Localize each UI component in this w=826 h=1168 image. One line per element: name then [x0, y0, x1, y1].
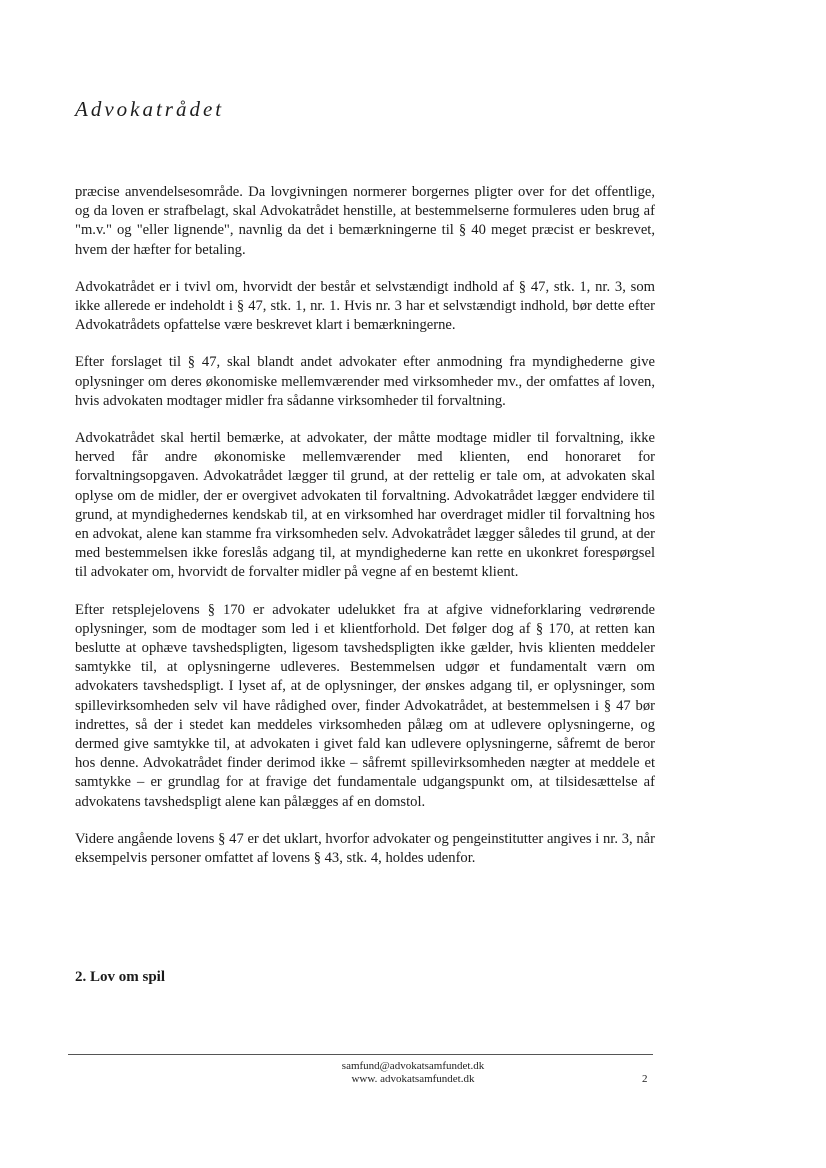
footer-email: samfund@advokatsamfundet.dk: [341, 1060, 485, 1072]
footer-divider: [68, 1054, 653, 1055]
paragraph-3: Efter forslaget til § 47, skal blandt andet advokater efter anmodning fra myndighederne give oplysninger om deres økonomiske mellemværender med virksomheder mv., der omfattes af loven, hvis advokaten modtager midler fra sådanne virksomheder til forvaltning.: [75, 354, 655, 409]
section-heading: 2. Lov om spil: [75, 969, 166, 985]
page-number: 2: [642, 1073, 648, 1085]
paragraph-4: Advokatrådet skal hertil bemærke, at advokater, der måtte modtage midler til forvaltning, ikke herved får andre økonomiske mellemværender med klienten, end honoraret for forvaltningsopgaven. Advokatrådet lægger til grund, at der rettelig er tale om, at advokaten skal oplyse om de midler, der er overgivet advokaten til forvaltning. Advokatrådet lægger endvidere til grund, at myndighedernes kendskab til, at en virksomhed har overdraget midler til forvaltning hos en advokat, alene kan stamme fra virksomheden selv. Advokatrådet lægger således til grund, at der med bestemmelsen ikke foreslås adgang til, at myndighederne kan rette en ukonkret forespørgsel til advokater om, hvorvidt de forvalter midler på vegne af en bestemt klient.: [75, 430, 655, 581]
paragraph-6: Videre angående lovens § 47 er det uklart, hvorfor advokater og pengeinstitutter angives i nr. 3, når eksempelvis personer omfattet af lovens § 43, stk. 4, holdes udenfor.: [75, 830, 655, 867]
paragraph-2: Advokatrådet er i tvivl om, hvorvidt der består et selvstændigt indhold af § 47, stk. 1, nr. 3, som ikke allerede er indeholdt i § 47, stk. 1, nr. 1. Hvis nr. 3 har et selvstændigt indhold, bør dette efter Advokatrådets opfattelse være beskrevet klart i bemærkningerne.: [75, 278, 655, 334]
footer-website: www. advokatsamfundet.dk: [351, 1073, 475, 1085]
paragraph-1: præcise anvendelsesområde. Da lovgivningen normerer borgernes pligter over for det offentlige, og da loven er strafbelagt, skal Advokatrådet henstille, at bestemmelserne formuleres uden brug af "m.v." og "eller lignende", navnlig da det i bemærkningerne til § 40 meget præcist er beskrevet, hvem der hæfter for betaling.: [75, 184, 655, 258]
paragraph-5: Efter retsplejelovens § 170 er advokater udelukket fra at afgive vidneforklaring vedrørende oplysninger, som de modtager som led i et klientforhold. Det følger dog af § 170, at retten kan beslutte at ophæve tavshedspligten, ligesom tavshedspligten ikke gælder, hvis klienten meddeler samtykke til, at oplysningerne udleveres. Bestemmelsen udgør et fundamentalt værn om advokaters tavshedspligt. I lyset af, at de oplysninger, der ønskes adgang til, er oplysninger, som spillevirksomheden selv vil have rådighed over, finder Advokatrådet, at bestemmelsen i § 47 bør indrettes, så der i stedet kan meddeles virksomheden pålæg om at udlevere oplysningerne, og dermed give samtykke til, at advokaten i givet fald kan udlevere oplysningerne, såfremt de beror hos denne. Advokatrådet finder derimod ikke – såfremt spillevirksomheden nægter at meddele et samtykke – er grundlag for at fravige det fundamentale udgangspunkt om, at tilsidesættelse af advokatens tavshedspligt alene kan pålægges af en domstol.: [75, 601, 655, 810]
header-logo: Advokatrådet: [75, 97, 225, 121]
body-text: [75, 183, 655, 886]
